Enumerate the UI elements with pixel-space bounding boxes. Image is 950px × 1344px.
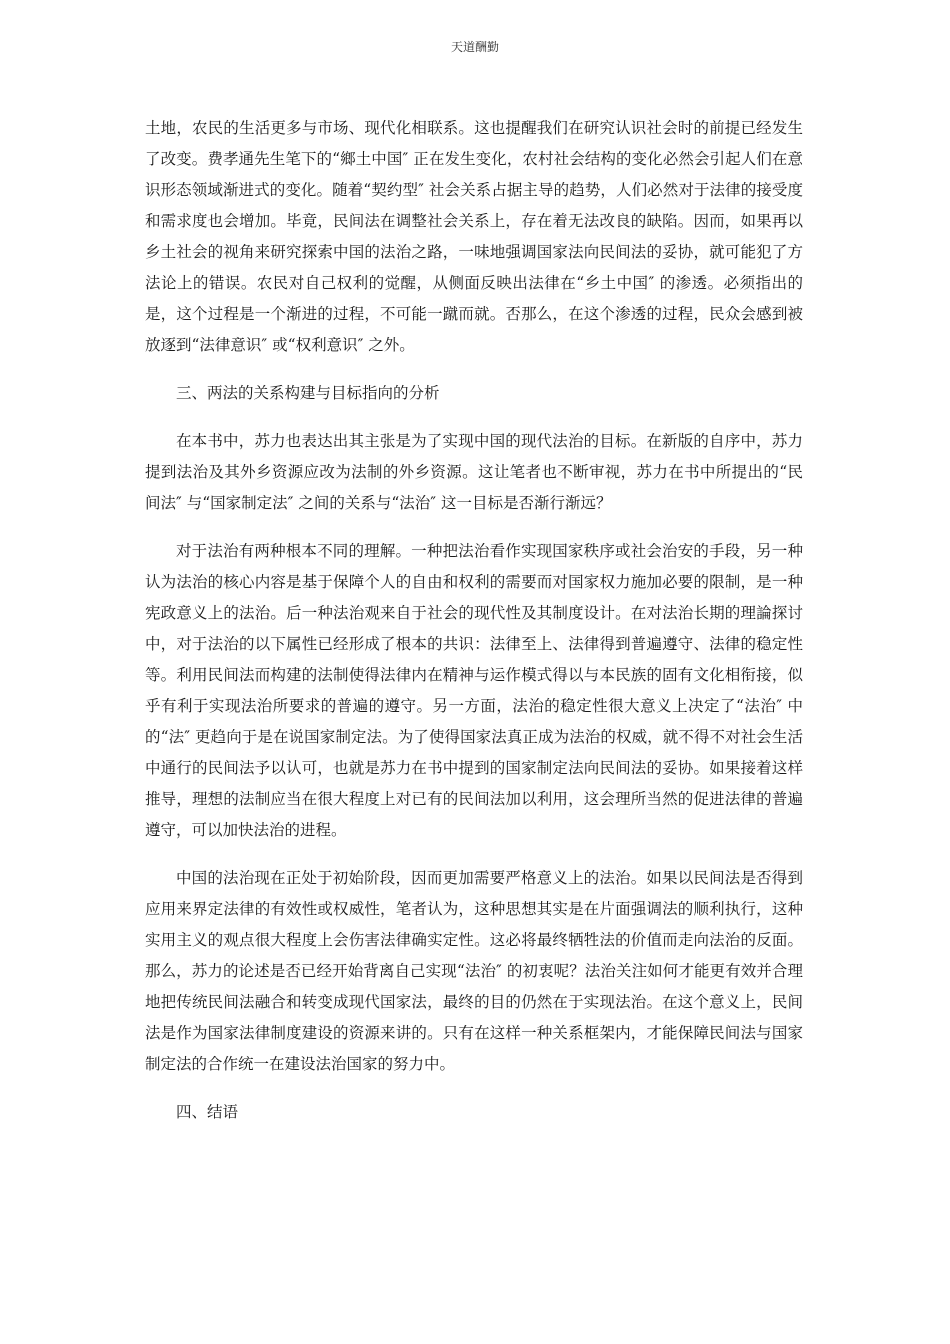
section-heading-3: 三、两法的关系构建与目标指向的分析	[176, 384, 440, 402]
page-header: 天道酬勤	[450, 40, 499, 54]
paragraph: 在本书中，苏力也表达出其主张是为了实现中国的现代法治的目标。在新版的自序中，苏力提到法治及其外乡资源应改为法制的外乡资源。这让笔者也不断审视，苏力在书中所提出的“民间法″ 与“国家制定法″ 之间的关系与“法治″ 这一目标是否渐行渐远？	[145, 432, 803, 512]
section-heading-4: 四、结语	[176, 1103, 239, 1121]
paragraph: 中国的法治现在正处于初始阶段，因而更加需要严格意义上的法治。如果以民间法是否得到应用来界定法律的有效性或权威性，笔者认为，这种思想其实是在片面强调法的顺利执行，这种实用主义的观点很大程度上会伤害法律确实定性。这必将最终牺牲法的价值而走向法治的反面。那么，苏力的论述是否已经开始背离自己实现“法治″ 的初衷呢？法治关注如何才能更有效并合理地把传统民间法融合和转变成现代国家法，最终的目的仍然在于实现法治。在这个意义上，民间法是作为国家法律制度建设的资源来讲的。只有在这样一种关系框架内，才能保障民间法与国家制定法的合作统一在建设法治国家的努力中。	[145, 869, 803, 1073]
paragraph-continuation: 土地，农民的生活更多与市场、现代化相联系。这也提醒我们在研究认识社会时的前提已经发生了改变。费孝通先生笔下的“鄉土中国″ 正在发生变化，农村社会结构的变化必然会引起人们在意识形态领域渐进式的变化。随着“契约型″ 社会关系占据主导的趋势，人们必然对于法律的接受度和需求度也会增加。毕竟，民间法在调整社会关系上，存在着无法改良的缺陷。因而，如果再以乡土社会的视角来研究探索中国的法治之路，一味地强调国家法向民间法的妥协，就可能犯了方法论上的错误。农民对自己权利的觉醒，从侧面反映出法律在“乡土中国″ 的渗透。必须指出的是，这个过程是一个渐进的过程，不可能一蹴而就。否那么，在这个渗透的过程，民众会感到被放逐到“法律意识″ 或“权利意识″ 之外。	[145, 119, 803, 354]
paragraph: 对于法治有两种根本不同的理解。一种把法治看作实现国家秩序或社会治安的手段，另一种认为法治的核心内容是基于保障个人的自由和权利的需要而对国家权力施加必要的限制，是一种宪政意义上的法治。后一种法治观来自于社会的现代性及其制度设计。在对法治长期的理論探讨中，对于法治的以下属性已经形成了根本的共识：法律至上、法律得到普遍遵守、法律的稳定性等。利用民间法而构建的法制使得法律内在精神与运作模式得以与本民族的固有文化相衔接，似乎有利于实现法治所要求的普遍的遵守。另一方面，法治的稳定性很大意义上决定了“法治″ 中的“法″ 更趋向于是在说国家制定法。为了使得国家法真正成为法治的权威，就不得不对社会生活中通行的民间法予以认可，也就是苏力在书中提到的国家制定法向民间法的妥协。如果接着这样推导，理想的法制应当在很大程度上对已有的民间法加以利用，这会理所当然的促进法律的普遍遵守，可以加快法治的进程。	[145, 542, 803, 839]
document-body	[145, 113, 803, 1145]
